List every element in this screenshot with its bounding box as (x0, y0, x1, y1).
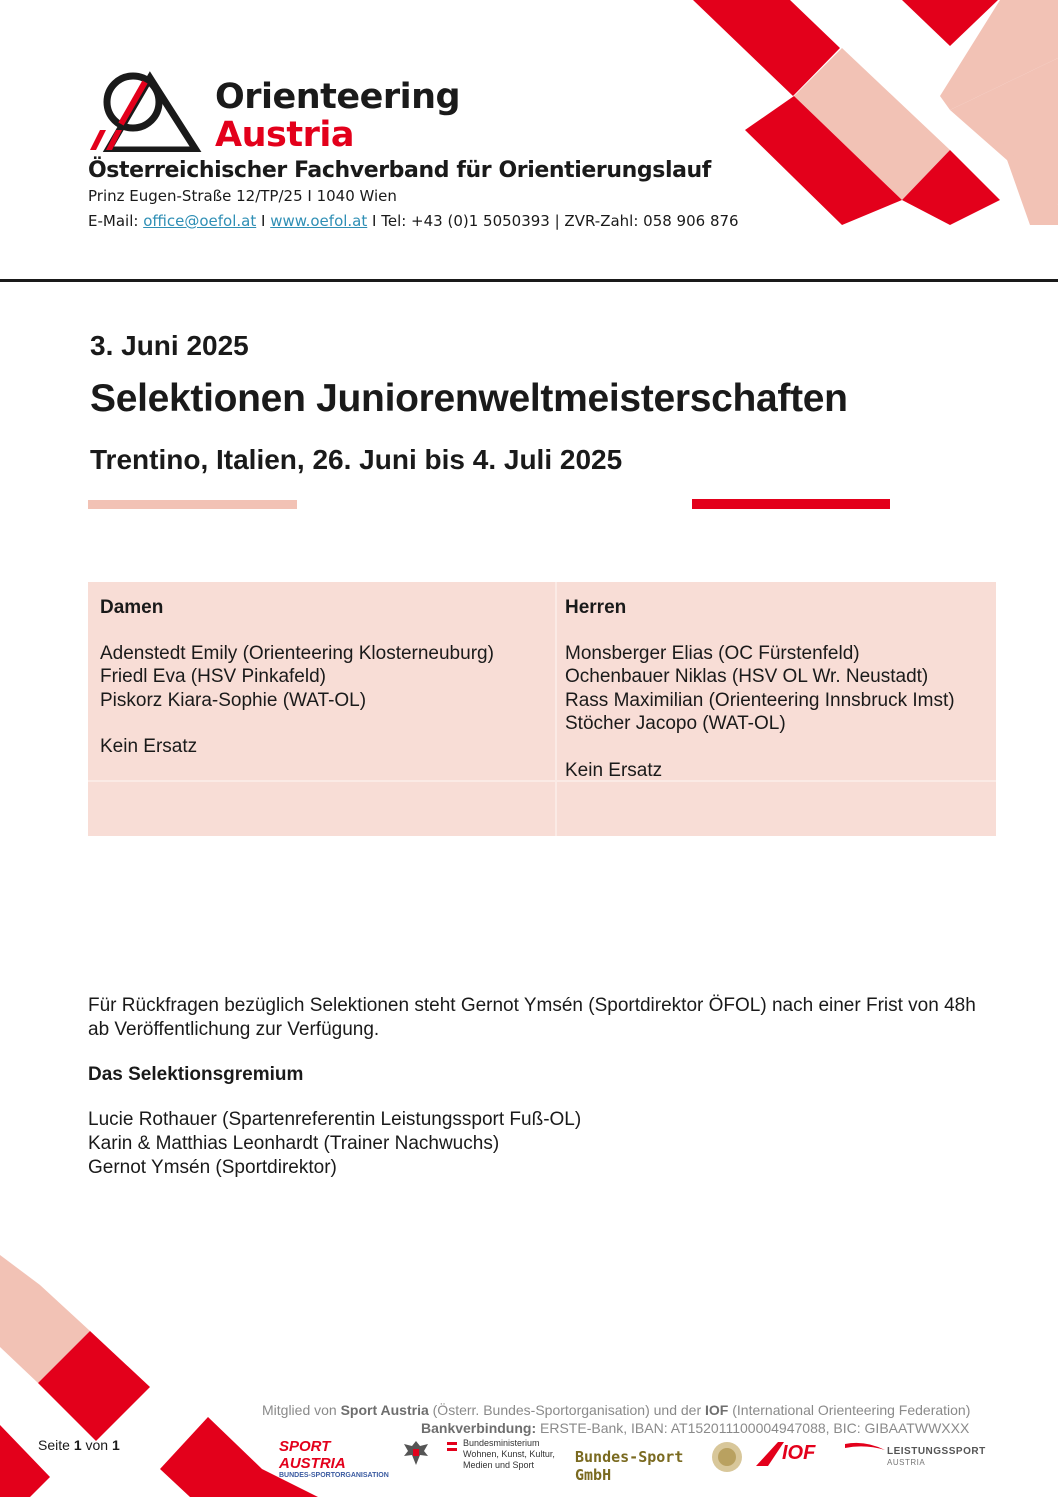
sport-austria-logo (279, 1438, 399, 1478)
page-current: 1 (73, 1437, 82, 1453)
contact-paragraph: Für Rückfragen bezüglich Selektionen steht Gernot Ymsén (Sportdirektor ÖFOL) nach einer Frist von 48h ab Veröffentlichung zur Verfügung. (88, 995, 976, 1040)
organization-name: Österreichischer Fachverband für Orientierungslauf (88, 158, 711, 183)
laurel-medal-icon (709, 1440, 745, 1474)
athlete-name: Stöcher Jacopo (WAT-OL) (565, 713, 786, 734)
membership-line (262, 1402, 970, 1418)
athlete-name: Friedl Eva (HSV Pinkafeld) (100, 666, 326, 687)
selection-table (88, 582, 996, 836)
footer-decoration (0, 1255, 320, 1497)
herren-reserve: Kein Ersatz (565, 759, 663, 781)
contact-line (88, 212, 739, 230)
iof-logo (756, 1438, 836, 1478)
header-decoration (690, 0, 1058, 230)
iof-logo-text: IOF (782, 1442, 816, 1464)
leistungssport-swoosh-icon (845, 1440, 885, 1456)
eagle-crest-icon (401, 1438, 431, 1468)
contact-separator: I (256, 212, 271, 230)
accent-bar-pink (88, 500, 297, 509)
sport-austria-logo-sub: BUNDES-SPORTORGANISATION (279, 1472, 389, 1479)
bank-details: ERSTE-Bank, IBAN: AT152011100004947088, BIC: GIBAATWWXXX (536, 1420, 970, 1436)
logo-wordmark-line1: Orienteering (215, 77, 461, 117)
column-divider (555, 582, 557, 836)
leistungssport-austria-logo (845, 1438, 985, 1478)
membership-prefix: Mitglied von (262, 1402, 341, 1418)
page-total: 1 (111, 1437, 120, 1453)
committee-list (88, 1108, 581, 1180)
header-divider (0, 279, 1058, 282)
damen-column (100, 596, 494, 759)
document-subtitle: Trentino, Italien, 26. Juni bis 4. Juli 2025 (90, 444, 623, 475)
damen-heading: Damen (100, 597, 164, 618)
sport-austria-logo-text: SPORT AUSTRIA (279, 1438, 346, 1472)
herren-heading: Herren (565, 597, 627, 618)
ministry-line: Bundesministerium (463, 1438, 540, 1448)
athlete-name: Piskorz Kiara-Sophie (WAT-OL) (100, 689, 367, 711)
accent-bar-red (692, 499, 890, 509)
bundes-sport-logo-text: Bundes-Sport GmbH (575, 1448, 684, 1484)
leistungssport-text: LEISTUNGSSPORT (887, 1446, 986, 1457)
orienteering-austria-logo-icon (90, 68, 208, 152)
logo-wordmark-line2: Austria (215, 115, 354, 155)
athlete-name: Monsberger Elias (OC Fürstenfeld) (565, 642, 860, 664)
committee-member: Karin & Matthias Leonhardt (Trainer Nachwuchs) (88, 1133, 500, 1154)
email-link[interactable]: office@oefol.at (143, 212, 257, 230)
bundes-sport-logo (575, 1438, 705, 1484)
committee-heading: Das Selektionsgremium (88, 1064, 304, 1085)
bank-label: Bankverbindung: (421, 1420, 537, 1436)
leistungssport-sub: AUSTRIA (887, 1458, 926, 1467)
document-date: 3. Juni 2025 (90, 330, 249, 361)
bank-line (421, 1420, 969, 1436)
tel-zvr-text: I Tel: +43 (0)1 5050393 | ZVR-Zahl: 058 906 876 (367, 212, 739, 230)
membership-iof: IOF (705, 1402, 729, 1418)
membership-suffix: (International Orienteering Federation) (728, 1402, 971, 1418)
athlete-name: Adenstedt Emily (Orienteering Klosterneuburg) (100, 642, 494, 664)
website-link[interactable]: www.oefol.at (270, 212, 368, 230)
herren-column (565, 596, 955, 782)
page-mid: von (81, 1437, 112, 1453)
membership-mid: (Österr. Bundes-Sportorganisation) und der (428, 1402, 706, 1418)
ministry-line: Wohnen, Kunst, Kultur, (463, 1449, 555, 1459)
page-prefix: Seite (38, 1437, 74, 1453)
athlete-name: Ochenbauer Niklas (HSV OL Wr. Neustadt) (565, 666, 929, 687)
page-number (38, 1437, 120, 1453)
organization-address: Prinz Eugen-Straße 12/TP/25 I 1040 Wien (88, 187, 397, 205)
document-title: Selektionen Juniorenweltmeisterschaften (90, 377, 848, 420)
ministry-line: Medien und Sport (463, 1460, 535, 1470)
committee-member: Gernot Ymsén (Sportdirektor) (88, 1157, 337, 1178)
ministry-logo (447, 1438, 562, 1478)
committee-member: Lucie Rothauer (Spartenreferentin Leistungssport Fuß-OL) (88, 1109, 582, 1130)
membership-sport-austria: Sport Austria (340, 1402, 429, 1418)
damen-reserve: Kein Ersatz (100, 736, 198, 757)
athlete-name: Rass Maximilian (Orienteering Innsbruck Imst) (565, 689, 955, 711)
email-label: E-Mail: (88, 212, 144, 230)
